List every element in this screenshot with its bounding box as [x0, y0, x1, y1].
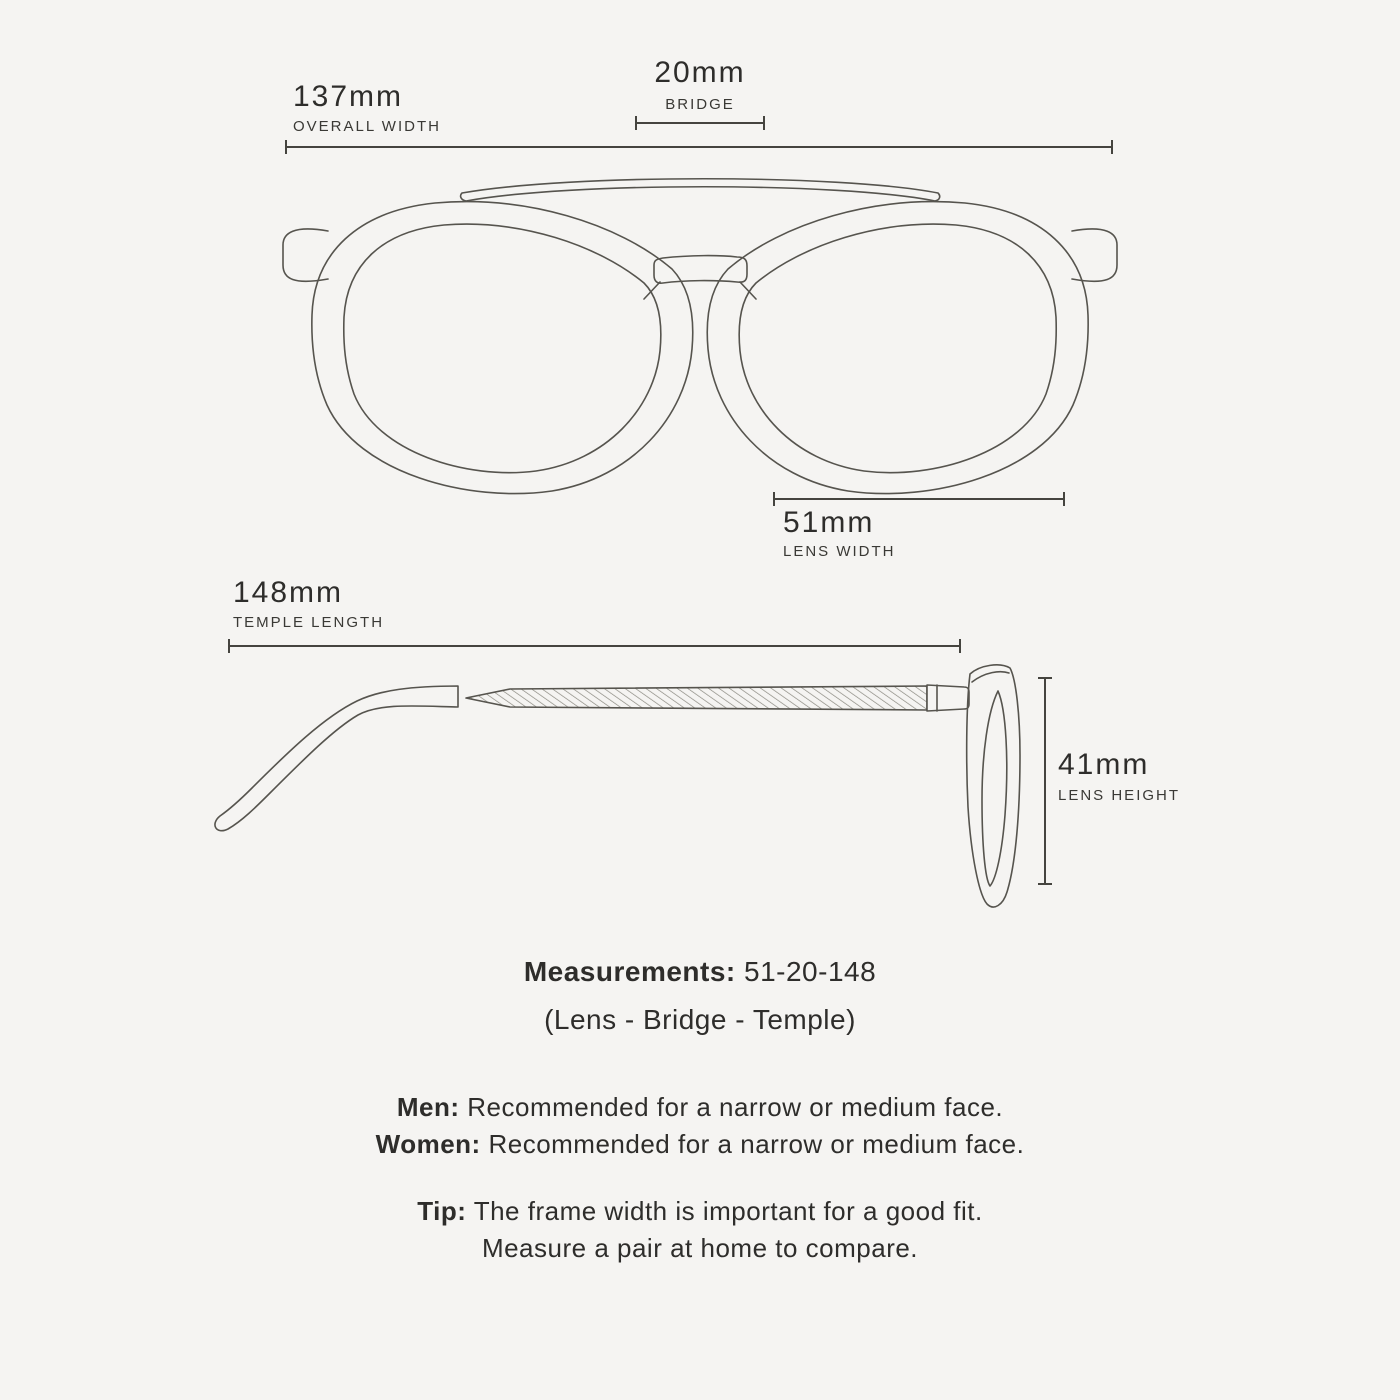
women-recommendation-line	[0, 1129, 1400, 1160]
women-label: Women:	[375, 1129, 481, 1159]
overall-width-value: 137mm	[293, 80, 404, 113]
overall-width-label: OVERALL WIDTH	[293, 118, 441, 135]
right-lens-inner-rim	[739, 224, 1056, 473]
temple-length-ruler	[228, 645, 961, 647]
measurements-summary-value: 51-20-148	[744, 956, 877, 987]
overall-width-ruler	[285, 146, 1113, 148]
lens-height-ruler	[1044, 677, 1046, 885]
temple-length-value: 148mm	[233, 576, 344, 609]
lens-height-value: 41mm	[1058, 748, 1150, 781]
left-lens-inner-rim	[344, 224, 661, 473]
temple-length-label: TEMPLE LENGTH	[233, 614, 385, 631]
browbar	[461, 179, 940, 201]
tip-line-1	[0, 1196, 1400, 1227]
bridge-piece	[654, 256, 747, 284]
tip-text-1: The frame width is important for a good fit.	[473, 1196, 983, 1226]
lens-width-ruler	[773, 498, 1065, 500]
frame-front-top-edge	[972, 672, 1009, 682]
men-recommendation-line	[0, 1092, 1400, 1123]
lens-width-value: 51mm	[783, 506, 875, 539]
measurements-summary-label: Measurements:	[523, 956, 736, 987]
measurements-format-note: (Lens - Bridge - Temple)	[544, 1004, 856, 1035]
temple-hinge-block	[927, 685, 969, 711]
bridge-value: 20mm	[654, 56, 746, 89]
side-lens	[982, 691, 1007, 886]
lens-width-label: LENS WIDTH	[783, 543, 896, 560]
women-text: Recommended for a narrow or medium face.	[488, 1129, 1025, 1159]
glasses-side-view-drawing	[200, 655, 1060, 925]
measurements-summary-line	[0, 956, 1400, 988]
bridge-label: BRIDGE	[665, 96, 735, 113]
temple-hatched-section	[466, 686, 927, 710]
temple-ear-hook	[215, 686, 458, 831]
men-label: Men:	[396, 1092, 460, 1122]
tip-line-2: Measure a pair at home to compare.	[481, 1233, 919, 1263]
lens-height-label: LENS HEIGHT	[1058, 787, 1181, 804]
tip-label: Tip:	[417, 1196, 467, 1226]
right-lens-outer-rim	[707, 202, 1088, 494]
glasses-front-view-drawing	[270, 165, 1140, 505]
left-lens-outer-rim	[312, 202, 693, 494]
bridge-ruler	[635, 122, 765, 124]
men-text: Recommended for a narrow or medium face.	[467, 1092, 1004, 1122]
